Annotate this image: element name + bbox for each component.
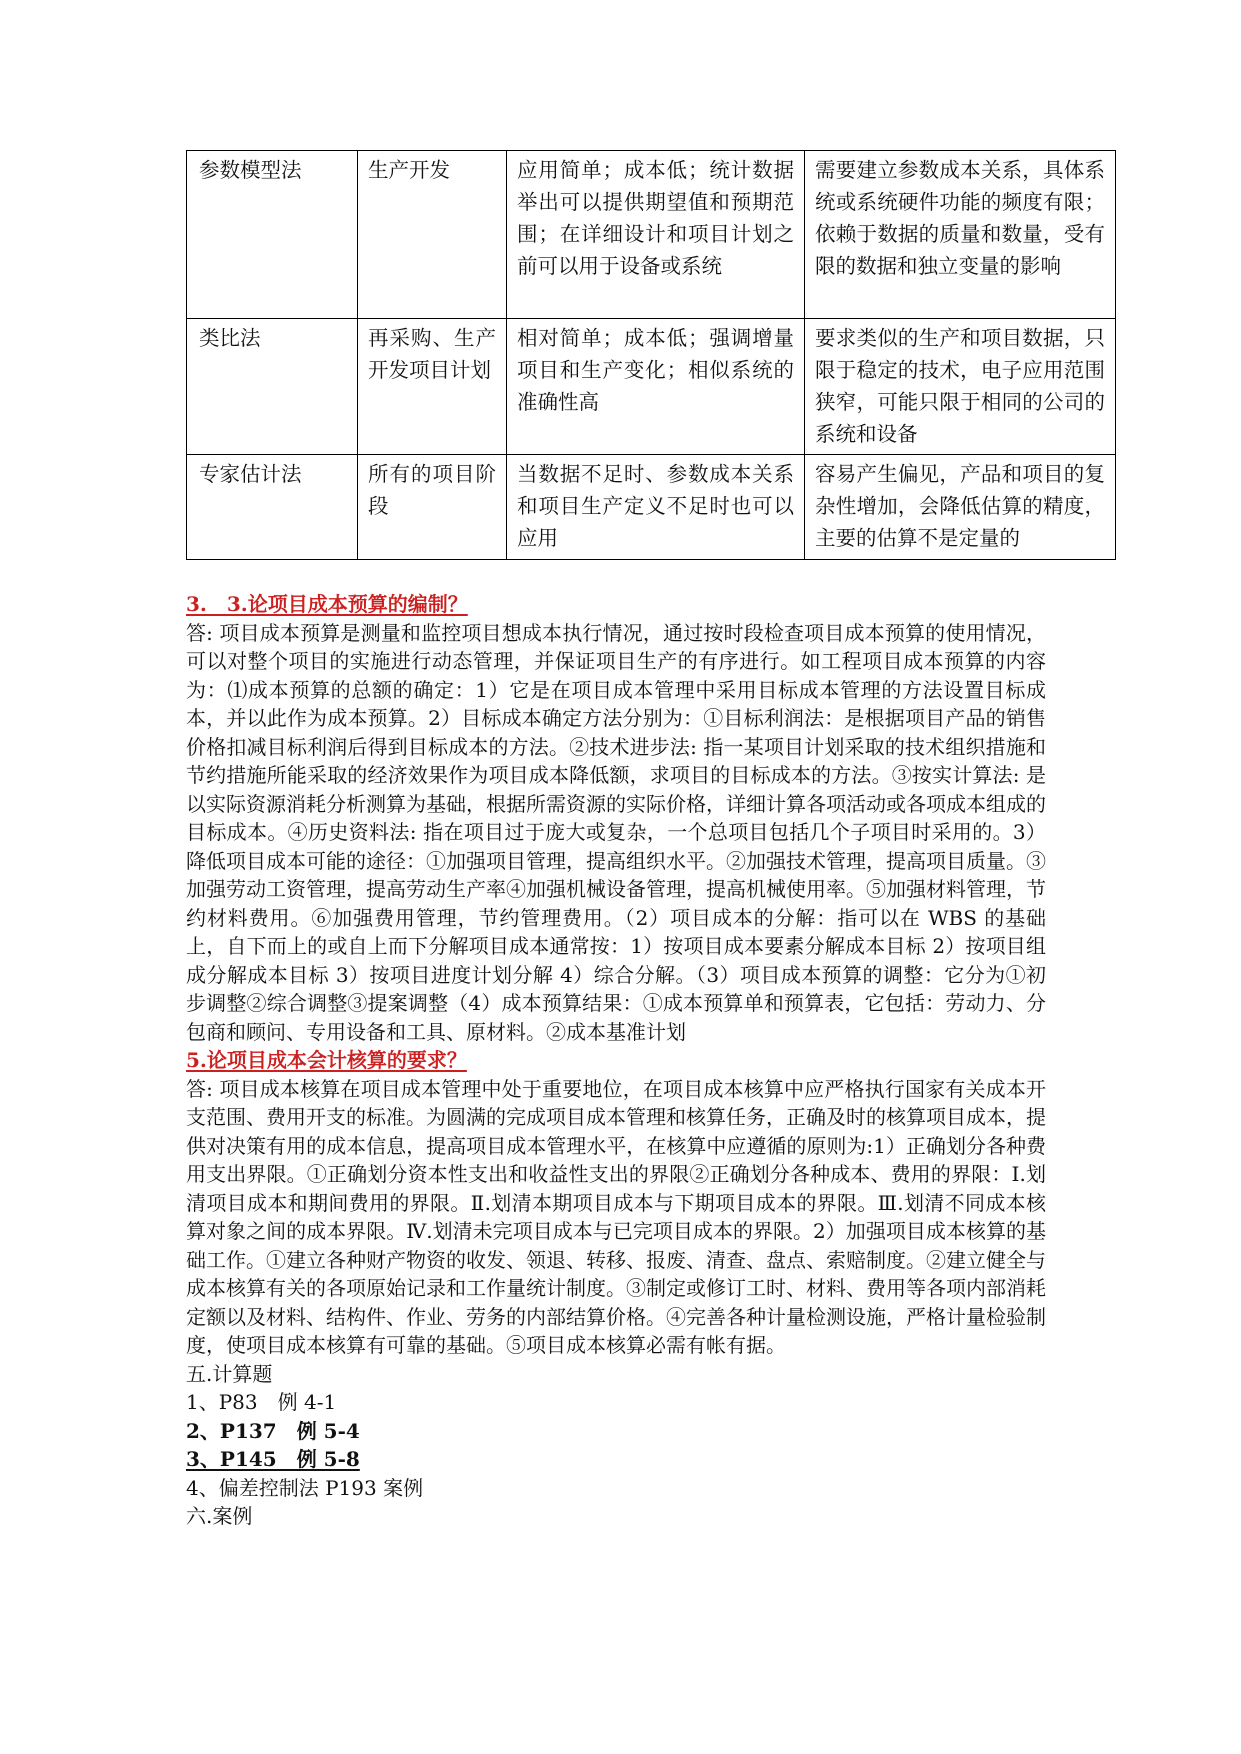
method-cell: 专家估计法: [187, 455, 358, 560]
section-5-answer: 答: 项目成本核算在项目成本管理中处于重要地位，在项目成本核算中应严格执行国家有关成本开支范围、费用开支的标准。为圆满的完成项目成本管理和核算任务，正确及时的核算项目成本，提供对决策有用的成本信息，提高项目成本管理水平，在核算中应遵循的原则为:1）正确划分各种费用支出界限。①正确划分资本性支出和收益性支出的界限②正确划分各种成本、费用的界限：Ⅰ.划清项目成本和期间费用的界限。Ⅱ.划清本期项目成本与下期项目成本的界限。Ⅲ.划清不同成本核算对象之间的成本界限。Ⅳ.划清未完项目成本与已完项目成本的界限。2）加强项目成本核算的基础工作。①建立各种财产物资的收发、领退、转移、报废、清查、盘点、索赔制度。②建立健全与成本核算有关的各项原始记录和工作量统计制度。③制定或修订工时、材料、费用等各项内部消耗定额以及材料、结构件、作业、劳务的内部结算价格。④完善各种计量检测设施，严格计量检验制度，使项目成本核算有可靠的基础。⑤项目成本核算必需有帐有据。: [186, 1076, 1046, 1357]
section-5-heading: 5.论项目成本会计核算的要求？: [186, 1048, 467, 1072]
calc-item: 2、P137 例 5-4: [186, 1418, 360, 1443]
calc-item: 4、偏差控制法 P193 案例: [186, 1475, 424, 1500]
limitations-cell: 要求类似的生产和项目数据，只限于稳定的技术，电子应用范围狭窄，可能只限于相同的公司的系统和设备: [805, 319, 1116, 455]
calc-item: 3、P145 例 5-8: [186, 1447, 360, 1471]
calc-item: 1、P83 例 4-1: [186, 1390, 337, 1414]
advantages-cell: 当数据不足时、参数成本关系和项目生产定义不足时也可以应用: [507, 455, 805, 560]
cost-estimation-methods-table: [186, 150, 1116, 560]
method-cell: 类比法: [187, 319, 358, 455]
method-cell: 参数模型法: [187, 151, 358, 319]
section-3-heading: 3. 3.论项目成本预算的编制？: [186, 592, 468, 616]
table-row: [187, 455, 1116, 560]
limitations-cell: 容易产生偏见，产品和项目的复杂性增加，会降低估算的精度，主要的估算不是定量的: [805, 455, 1116, 560]
phase-cell: 所有的项目阶段: [358, 455, 507, 560]
limitations-cell: 需要建立参数成本关系，具体系统或系统硬件功能的频度有限；依赖于数据的质量和数量，受有限的数据和独立变量的影响: [805, 151, 1116, 319]
advantages-cell: 应用简单；成本低；统计数据举出可以提供期望值和预期范围；在详细设计和项目计划之前可以用于设备或系统: [507, 151, 805, 319]
section-3-answer: 答: 项目成本预算是测量和监控项目想成本执行情况，通过按时段检查项目成本预算的使用情况，可以对整个项目的实施进行动态管理，并保证项目生产的有序进行。如工程项目成本预算的内容为：⑴成本预算的总额的确定：1）它是在项目成本管理中采用目标成本管理的方法设置目标成本，并以此作为成本预算。2）目标成本确定方法分别为：①目标利润法：是根据项目产品的销售价格扣减目标利润后得到目标成本的方法。②技术进步法: 指一某项目计划采取的技术组织措施和节约措施所能采取的经济效果作为项目成本降低额，求项目的目标成本的方法。③按实计算法: 是以实际资源消耗分析测算为基础，根据所需资源的实际价格，详细计算各项活动或各项成本组成的目标成本。④历史资料法: 指在项目过于庞大或复杂，一个总项目包括几个子项目时采用的。3）降低项目成本可能的途径：①加强项目管理，提高组织水平。②加强技术管理，提高项目质量。③加强劳动工资管理，提高劳动生产率④加强机械设备管理，提高机械使用率。⑤加强材料管理，节约材料费用。⑥加强费用管理，节约管理费用。（2）项目成本的分解：指可以在 WBS 的基础上，自下而上的或自上而下分解项目成本通常按：1）按项目成本要素分解成本目标 2）按项目组成分解成本目标 3）按项目进度计划分解 4）综合分解。（3）项目成本预算的调整：它分为①初步调整②综合调整③提案调整（4）成本预算结果：①成本预算单和预算表，它包括：劳动力、分包商和顾问、专用设备和工具、原材料。②成本基准计划: [186, 620, 1046, 1044]
phase-cell: 再采购、生产开发项目计划: [358, 319, 507, 455]
table-row: [187, 319, 1116, 455]
calculation-heading: 五.计算题: [186, 1361, 273, 1386]
phase-cell: 生产开发: [358, 151, 507, 319]
document-body: [186, 590, 1046, 1531]
advantages-cell: 相对简单；成本低；强调增量项目和生产变化；相似系统的准确性高: [507, 319, 805, 455]
table-row: [187, 151, 1116, 319]
cases-heading: 六.案例: [186, 1504, 253, 1528]
